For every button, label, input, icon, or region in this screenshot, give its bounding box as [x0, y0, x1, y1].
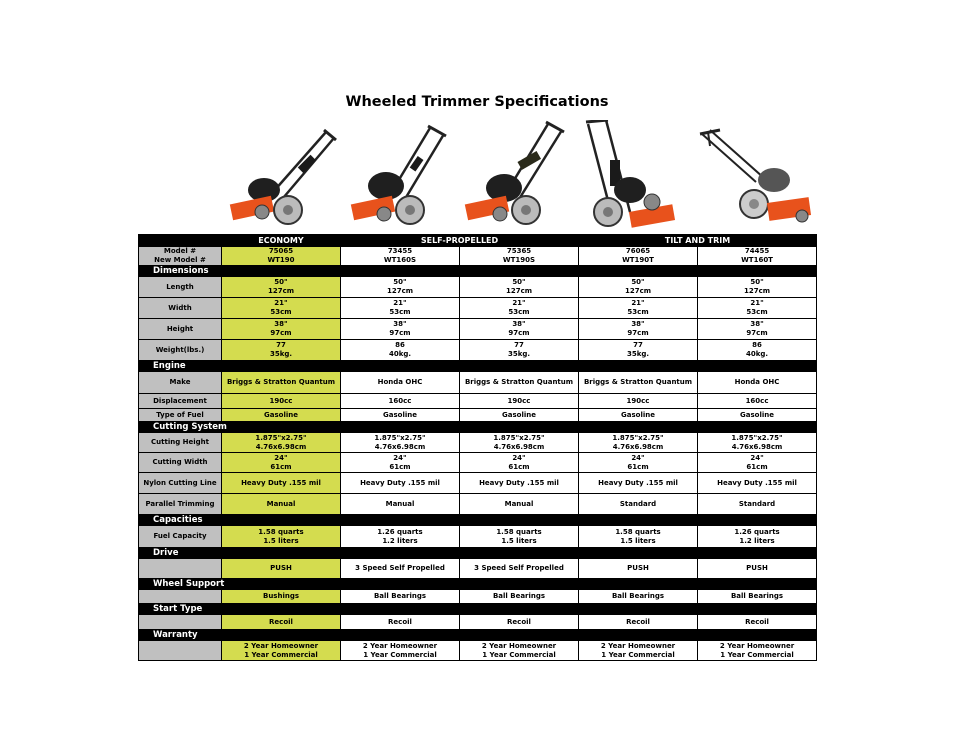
value-cell: Manual — [460, 494, 579, 515]
value-cell: 190cc — [579, 394, 698, 409]
value-cell: 160cc — [341, 394, 460, 409]
value-cell: Ball Bearings — [698, 590, 817, 604]
value-cell: 2 Year Homeowner 1 Year Commercial — [222, 641, 341, 661]
wheeled-trimmer-image-5 — [698, 120, 816, 234]
model-cell: 76065 WT190T — [579, 247, 698, 266]
section-header — [139, 361, 817, 372]
value-cell: Standard — [698, 494, 817, 515]
value-cell: 1.875"x2.75" 4.76x6.98cm — [460, 433, 579, 453]
model-cell: 73455 WT160S — [341, 247, 460, 266]
value-cell: 21" 53cm — [579, 298, 698, 319]
value-cell: PUSH — [222, 559, 341, 579]
warranty-row — [139, 641, 817, 661]
section-header — [139, 548, 817, 559]
width-row — [139, 298, 817, 319]
section-engine: Engine — [139, 361, 817, 372]
section-header — [139, 579, 817, 590]
value-cell: 3 Speed Self Propelled — [341, 559, 460, 579]
nylon-line-row — [139, 473, 817, 494]
value-cell: 50" 127cm — [222, 277, 341, 298]
value-cell: 50" 127cm — [341, 277, 460, 298]
value-cell: Briggs & Stratton Quantum — [579, 372, 698, 394]
model-row — [139, 247, 817, 266]
value-cell: 1.58 quarts 1.5 liters — [579, 526, 698, 548]
value-cell: Briggs & Stratton Quantum — [460, 372, 579, 394]
value-cell: Heavy Duty .155 mil — [341, 473, 460, 494]
wheeled-trimmer-image-2 — [344, 120, 462, 234]
value-cell: 160cc — [698, 394, 817, 409]
model-cell: 75365 WT190S — [460, 247, 579, 266]
row-label: Nylon Cutting Line — [139, 473, 222, 494]
value-cell: 2 Year Homeowner 1 Year Commercial — [579, 641, 698, 661]
value-cell: Standard — [579, 494, 698, 515]
value-cell: 1.875"x2.75" 4.76x6.98cm — [341, 433, 460, 453]
value-cell: Manual — [341, 494, 460, 515]
value-cell: 86 40kg. — [698, 340, 817, 361]
row-label: Displacement — [139, 394, 222, 409]
value-cell: 1.58 quarts 1.5 liters — [460, 526, 579, 548]
row-label: Length — [139, 277, 222, 298]
value-cell: Bushings — [222, 590, 341, 604]
section-header — [139, 422, 817, 433]
length-row — [139, 277, 817, 298]
value-cell: Gasoline — [698, 409, 817, 422]
row-label: Type of Fuel — [139, 409, 222, 422]
value-cell: Manual — [222, 494, 341, 515]
page-title: Wheeled Trimmer Specifications — [345, 94, 609, 110]
value-cell: Briggs & Stratton Quantum — [222, 372, 341, 394]
value-cell: 21" 53cm — [698, 298, 817, 319]
parallel-trimming-row — [139, 494, 817, 515]
row-label: Make — [139, 372, 222, 394]
wheeled-trimmer-image-4 — [580, 120, 698, 234]
make-row — [139, 372, 817, 394]
row-label: Height — [139, 319, 222, 340]
value-cell: Ball Bearings — [460, 590, 579, 604]
row-label: Width — [139, 298, 222, 319]
value-cell: 24" 61cm — [698, 453, 817, 473]
value-cell: 1.58 quarts 1.5 liters — [222, 526, 341, 548]
value-cell: 50" 127cm — [460, 277, 579, 298]
value-cell: PUSH — [698, 559, 817, 579]
value-cell: 50" 127cm — [579, 277, 698, 298]
product-photos — [226, 120, 816, 234]
section-dimensions: Dimensions — [139, 266, 817, 277]
value-cell: 24" 61cm — [341, 453, 460, 473]
value-cell: Heavy Duty .155 mil — [222, 473, 341, 494]
section-cutting-system: Cutting System — [139, 422, 817, 433]
section-capacities: Capacities — [139, 515, 817, 526]
value-cell: 24" 61cm — [579, 453, 698, 473]
section-header — [139, 630, 817, 641]
value-cell: Heavy Duty .155 mil — [698, 473, 817, 494]
row-label: Weight(lbs.) — [139, 340, 222, 361]
row-label: Fuel Capacity — [139, 526, 222, 548]
value-cell: 24" 61cm — [460, 453, 579, 473]
value-cell: 38" 97cm — [698, 319, 817, 340]
specifications-table — [138, 234, 817, 661]
value-cell: 21" 53cm — [460, 298, 579, 319]
value-cell: Honda OHC — [698, 372, 817, 394]
category-header-row — [139, 235, 817, 247]
wheel-support-row — [139, 590, 817, 604]
model-cell: 75065 WT190 — [222, 247, 341, 266]
value-cell: 38" 97cm — [460, 319, 579, 340]
value-cell: Honda OHC — [341, 372, 460, 394]
value-cell: Gasoline — [341, 409, 460, 422]
row-label: Parallel Trimming — [139, 494, 222, 515]
value-cell: 77 35kg. — [460, 340, 579, 361]
category-self-propelled: SELF-PROPELLED — [341, 235, 579, 247]
section-wheel-support: Wheel Support — [139, 579, 817, 590]
row-label: Cutting Height — [139, 433, 222, 453]
value-cell: 38" 97cm — [579, 319, 698, 340]
cutting-width-row — [139, 453, 817, 473]
value-cell: 24" 61cm — [222, 453, 341, 473]
wheeled-trimmer-image-3 — [462, 120, 580, 234]
value-cell: Gasoline — [222, 409, 341, 422]
model-cell: 74455 WT160T — [698, 247, 817, 266]
value-cell: 2 Year Homeowner 1 Year Commercial — [698, 641, 817, 661]
value-cell: 2 Year Homeowner 1 Year Commercial — [341, 641, 460, 661]
value-cell: 1.875"x2.75" 4.76x6.98cm — [698, 433, 817, 453]
value-cell: 1.26 quarts 1.2 liters — [341, 526, 460, 548]
section-header — [139, 604, 817, 615]
value-cell: Recoil — [698, 615, 817, 630]
displacement-row — [139, 394, 817, 409]
value-cell: Heavy Duty .155 mil — [579, 473, 698, 494]
value-cell: 3 Speed Self Propelled — [460, 559, 579, 579]
value-cell: 77 35kg. — [222, 340, 341, 361]
value-cell: Heavy Duty .155 mil — [460, 473, 579, 494]
weight-row — [139, 340, 817, 361]
height-row — [139, 319, 817, 340]
drive-row — [139, 559, 817, 579]
row-label: Cutting Width — [139, 453, 222, 473]
value-cell: Recoil — [222, 615, 341, 630]
value-cell: 77 35kg. — [579, 340, 698, 361]
value-cell: Recoil — [579, 615, 698, 630]
section-warranty: Warranty — [139, 630, 817, 641]
value-cell: 21" 53cm — [341, 298, 460, 319]
fuel-capacity-row — [139, 526, 817, 548]
value-cell: Gasoline — [460, 409, 579, 422]
value-cell: 38" 97cm — [222, 319, 341, 340]
value-cell: 190cc — [460, 394, 579, 409]
value-cell: 190cc — [222, 394, 341, 409]
value-cell: Ball Bearings — [579, 590, 698, 604]
value-cell: Gasoline — [579, 409, 698, 422]
section-header — [139, 266, 817, 277]
value-cell: 1.875"x2.75" 4.76x6.98cm — [222, 433, 341, 453]
value-cell: 1.875"x2.75" 4.76x6.98cm — [579, 433, 698, 453]
start-type-row — [139, 615, 817, 630]
section-start-type: Start Type — [139, 604, 817, 615]
cutting-height-row — [139, 433, 817, 453]
section-header — [139, 515, 817, 526]
category-economy: ECONOMY — [222, 235, 341, 247]
value-cell: Recoil — [460, 615, 579, 630]
value-cell: Ball Bearings — [341, 590, 460, 604]
wheeled-trimmer-image-1 — [226, 120, 344, 234]
section-drive: Drive — [139, 548, 817, 559]
row-label: Model # New Model # — [139, 247, 222, 266]
category-tilt-and-trim: TILT AND TRIM — [579, 235, 817, 247]
value-cell: 1.26 quarts 1.2 liters — [698, 526, 817, 548]
value-cell: Recoil — [341, 615, 460, 630]
value-cell: 86 40kg. — [341, 340, 460, 361]
value-cell: 50" 127cm — [698, 277, 817, 298]
fuel-type-row — [139, 409, 817, 422]
value-cell: 2 Year Homeowner 1 Year Commercial — [460, 641, 579, 661]
value-cell: 38" 97cm — [341, 319, 460, 340]
value-cell: PUSH — [579, 559, 698, 579]
value-cell: 21" 53cm — [222, 298, 341, 319]
